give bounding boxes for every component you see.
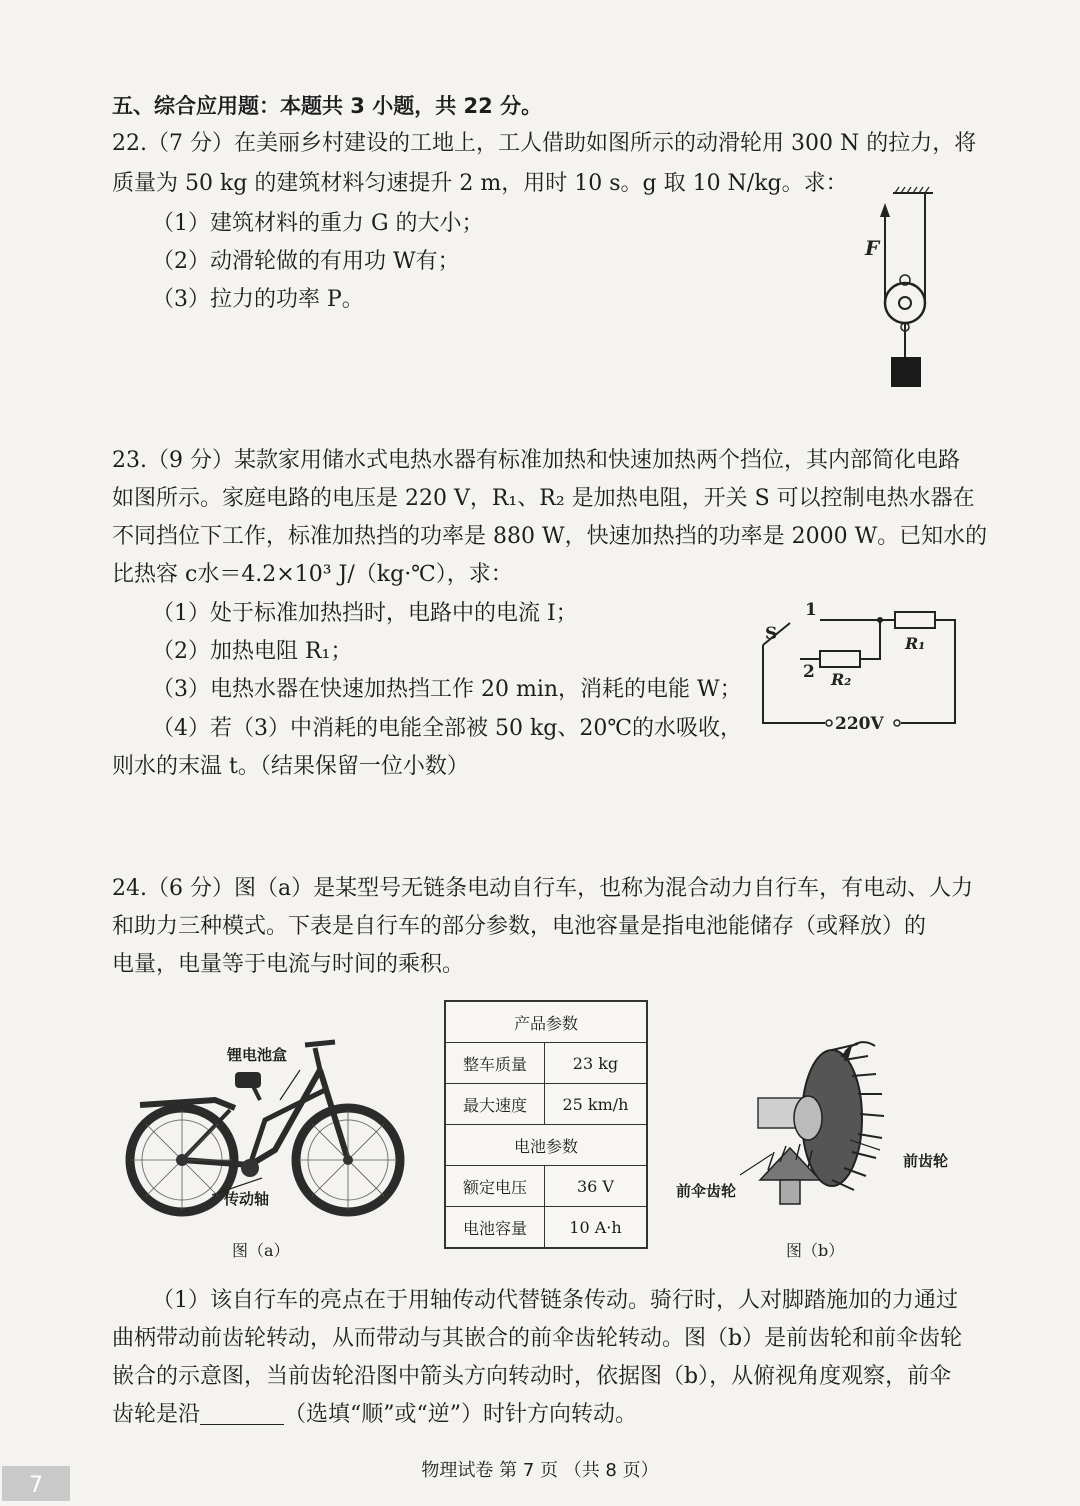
product-params-header: 产品参数: [445, 1001, 647, 1043]
q24-line-1: 24.（6 分）图（a）是某型号无链条电动自行车，也称为混合动力自行车，有电动、人力: [112, 876, 974, 901]
q22-line-1: 22.（7 分）在美丽乡村建设的工地上，工人借助如图所示的动滑轮用 300 N 的拉力，将: [112, 131, 977, 156]
param-value: 10 A·h: [544, 1207, 647, 1249]
page-footer: 物理试卷 第 7 页 （共 8 页）: [421, 1460, 659, 1481]
q23-sub-4-cont: 则水的末温 t。（结果保留一位小数）: [112, 754, 469, 779]
table-row: [445, 1207, 647, 1249]
param-value: 23 kg: [544, 1043, 647, 1084]
front-gear-label: 前齿轮: [903, 1152, 949, 1170]
table-row: [445, 1166, 647, 1207]
q23-sub-4: （4）若（3）中消耗的电能全部被 50 kg、20℃的水吸收，: [152, 716, 742, 741]
q23-line-3: 不同挡位下工作，标准加热挡的功率是 880 W，快速加热挡的功率是 2000 W。已知水的: [112, 524, 988, 549]
q22-sub-2: （2）动滑轮做的有用功 W有；: [152, 249, 460, 274]
param-name: 最大速度: [445, 1084, 544, 1125]
switch-label: S: [765, 624, 778, 644]
param-value: 25 km/h: [544, 1084, 647, 1125]
force-label: F: [865, 236, 880, 260]
drive-shaft-label: 传动轴: [224, 1190, 270, 1208]
table-row: [445, 1043, 647, 1084]
circuit-diagram: [755, 595, 965, 740]
q24-sub1-line-4: [112, 1399, 637, 1431]
param-name: 电池容量: [445, 1207, 544, 1249]
table-row: [445, 1125, 647, 1166]
table-row: [445, 1084, 647, 1125]
q24-line-2: 和助力三种模式。下表是自行车的部分参数，电池容量是指电池能储存（或释放）的: [112, 914, 927, 939]
front-bevel-gear-label: 前伞齿轮: [676, 1182, 737, 1200]
battery-box-label: 锂电池盒: [227, 1046, 288, 1064]
contact-2-label: 2: [803, 662, 815, 682]
r1-label: R₁: [905, 634, 926, 653]
q22-sub-1: （1）建筑材料的重力 G 的大小；: [152, 211, 484, 236]
voltage-label: 220V: [835, 714, 884, 734]
q23-line-4: 比热容 c水＝4.2×10³ J/（kg·℃），求：: [112, 562, 513, 587]
q22-line-2: 质量为 50 kg 的建筑材料匀速提升 2 m，用时 10 s。g 取 10 N/kg。求：: [112, 171, 848, 196]
q23-line-2: 如图所示。家庭电路的电压是 220 V，R₁、R₂ 是加热电阻，开关 S 可以控制电热水器在: [112, 486, 975, 511]
param-name: 整车质量: [445, 1043, 544, 1084]
param-value: 36 V: [544, 1166, 647, 1207]
q24-sub1-line-1: （1）该自行车的亮点在于用轴传动代替链条传动。骑行时，人对脚踏施加的力通过: [152, 1288, 958, 1313]
q24-line-3: 电量，电量等于电流与时间的乘积。: [112, 952, 465, 977]
contact-1-label: 1: [805, 600, 817, 620]
param-name: 额定电压: [445, 1166, 544, 1207]
table-row: [445, 1001, 647, 1043]
battery-params-header: 电池参数: [445, 1125, 647, 1166]
q24-sub1-line-3: 嵌合的示意图，当前齿轮沿图中箭头方向转动时，依据图（b），从俯视角度观察，前伞: [112, 1364, 952, 1389]
q23-sub-2: （2）加热电阻 R₁；: [152, 639, 353, 664]
q24-sub1-line-2: 曲柄带动前齿轮转动，从而带动与其嵌合的前伞齿轮转动。图（b）是前齿轮和前伞齿轮: [112, 1326, 963, 1351]
figure-a-caption: 图（a）: [232, 1241, 290, 1260]
figure-b-caption: 图（b）: [786, 1241, 845, 1260]
gear-leader-lines: [740, 1120, 900, 1180]
answer-blank[interactable]: [200, 1400, 284, 1425]
q24-sub1-text-before: 齿轮是沿: [112, 1402, 201, 1427]
q22-sub-3: （3）拉力的功率 P。: [152, 287, 364, 312]
section-title: 五、综合应用题：本题共 3 小题，共 22 分。: [112, 94, 543, 118]
q24-sub1-text-after: （选填“顺”或“逆”）时针方向转动。: [284, 1402, 638, 1427]
pulley-figure: [855, 185, 965, 395]
q23-line-1: 23.（9 分）某款家用储水式电热水器有标准加热和快速加热两个挡位，其内部简化电路: [112, 448, 960, 473]
page-number-tab: 7: [2, 1466, 70, 1501]
q23-sub-1: （1）处于标准加热挡时，电路中的电流 I；: [152, 601, 578, 626]
parameter-table: [444, 1000, 648, 1249]
q23-sub-3: （3）电热水器在快速加热挡工作 20 min，消耗的电能 W；: [152, 677, 742, 702]
r2-label: R₂: [831, 670, 852, 689]
